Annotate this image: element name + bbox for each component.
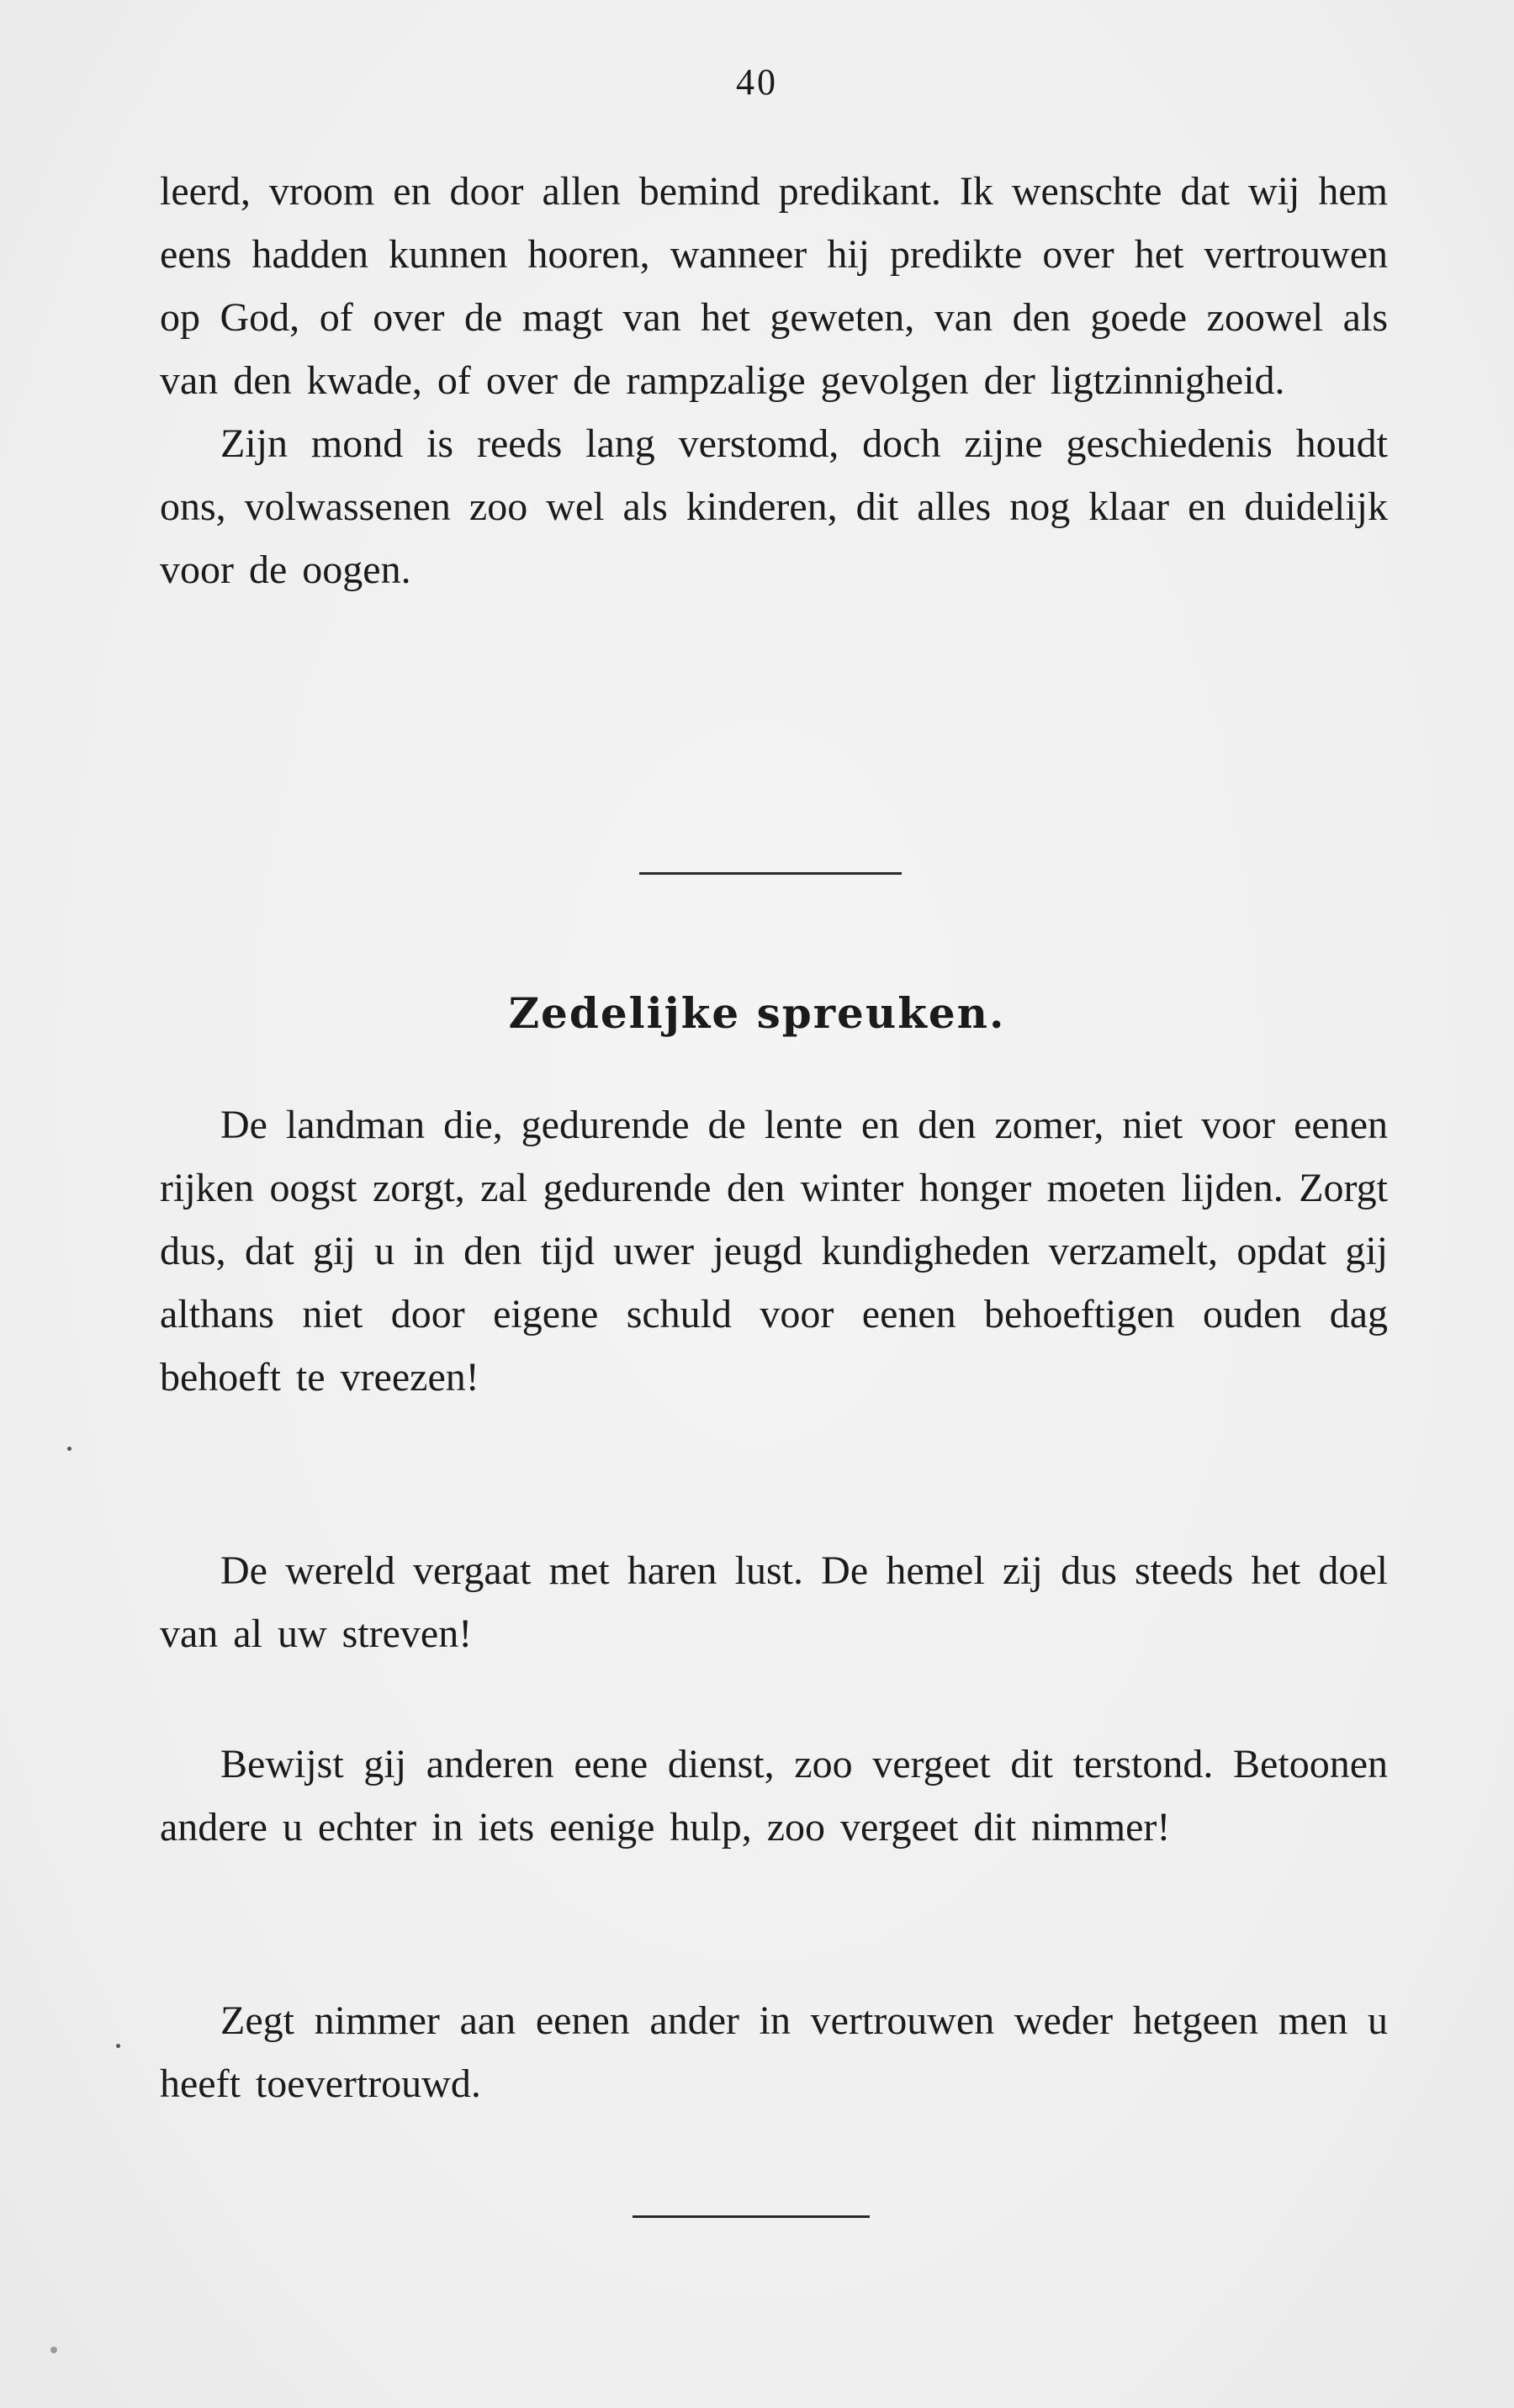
paragraph-verstomd: Zijn mond is reeds lang verstomd, doch zijne geschiedenis houdt ons, volwassenen zoo wel als kinderen, dit alles nog klaar en duidelijk voor de oogen.: [160, 421, 1388, 592]
print-speck: [67, 1447, 71, 1451]
page-number: 40: [736, 61, 778, 103]
saying-block-4: [160, 1989, 1388, 2115]
saying-block-2: [160, 1539, 1388, 1665]
saying-block-1: [160, 1093, 1388, 1409]
saying-block-3: [160, 1733, 1388, 1859]
print-speck: [116, 2044, 120, 2048]
saying-dienst: Bewijst gij anderen eene dienst, zoo vergeet dit terstond. Betoonen andere u echter in iets eenige hulp, zoo vergeet dit nimmer!: [160, 1742, 1388, 1850]
section-title: Zedelijke spreuken.: [508, 988, 1006, 1038]
saying-vertrouwen: Zegt nimmer aan eenen ander in vertrouwen weder hetgeen men u heeft toevertrouwd.: [160, 1998, 1388, 2106]
section-divider-bottom: [633, 2215, 870, 2218]
saying-landman: De landman die, gedurende de lente en den zomer, niet voor eenen rijken oogst zorgt, zal gedurende den winter honger moeten lijden. Zorgt dus, dat gij u in den tijd uwer jeugd kundigheden verzamelt, opdat gij althans niet door eigene schuld voor eenen behoeftigen ouden dag behoeft te vreezen!: [160, 1103, 1388, 1400]
section-divider-top: [639, 872, 902, 875]
saying-wereld: De wereld vergaat met haren lust. De hemel zij dus steeds het doel van al uw streven!: [160, 1548, 1388, 1656]
paragraph-predikant: leerd, vroom en door allen bemind predikant. Ik wenschte dat wij hem eens hadden kunnen hooren, wanneer hij predikte over het vertrouwen op God, of over de magt van het geweten, van den goede zoowel als van den kwade, of over de rampzalige gevolgen der ligtzinnigheid.: [160, 169, 1388, 403]
print-speck: [50, 2347, 57, 2353]
top-text-block: [160, 160, 1388, 601]
